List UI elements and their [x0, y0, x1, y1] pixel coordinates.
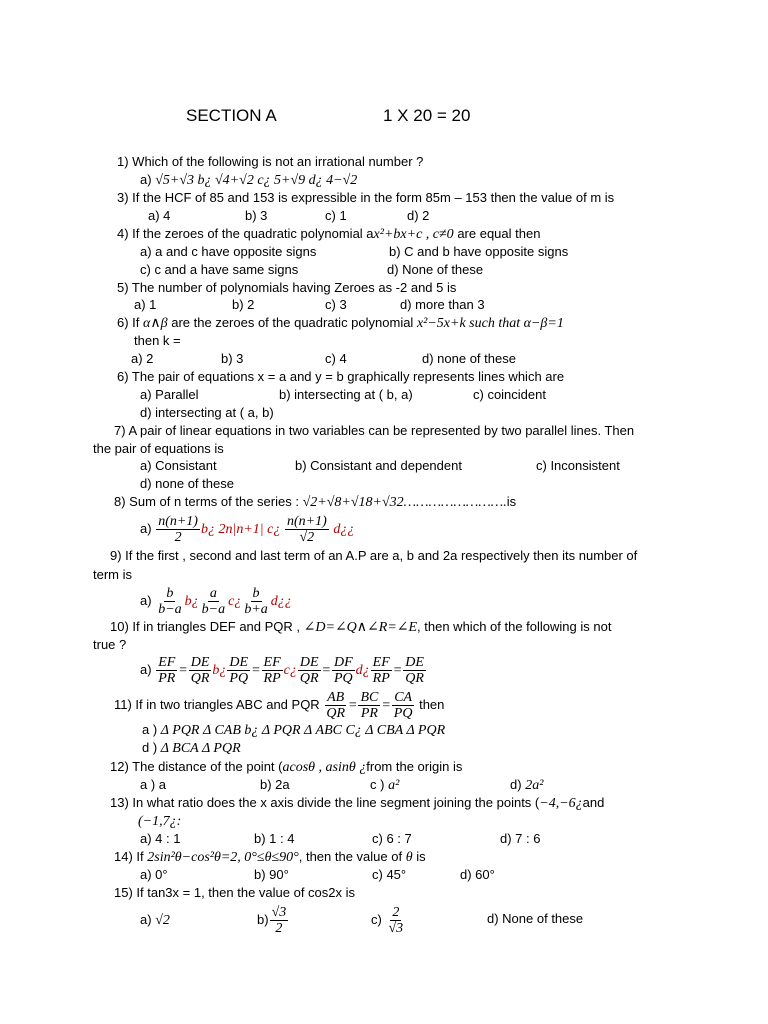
q14-option-a: a) 0° — [140, 867, 168, 882]
q3-option-c: c) 1 — [325, 208, 347, 223]
q7-option-d: d) none of these — [140, 476, 234, 491]
question-4: 4) If the zeroes of the quadratic polynomial ax²+bx+c , c≠0 are equal then — [117, 226, 541, 242]
q3-option-a: a) 4 — [148, 208, 171, 223]
q11-options-row2: d ) Δ BCA Δ PQR — [142, 740, 241, 756]
q6-option-c: c) 4 — [325, 351, 347, 366]
q15-option-a: a) √2 — [140, 912, 170, 928]
marks-heading: 1 X 20 = 20 — [383, 106, 471, 125]
q14-option-b: b) 90° — [254, 867, 289, 882]
q7-option-a: a) Consistant — [140, 458, 217, 473]
question-10-cont: true ? — [93, 637, 127, 652]
q12-option-a: a ) a — [140, 777, 167, 792]
q7-option-c: c) Inconsistent — [536, 458, 620, 473]
question-13-cont: (−1,7¿: — [138, 814, 182, 829]
q6-option-d: d) none of these — [422, 351, 516, 366]
q4-option-d: d) None of these — [387, 262, 484, 277]
q6b-option-a: a) Parallel — [140, 387, 199, 402]
question-5: 5) The number of polynomials having Zeroes as -2 and 5 is — [117, 280, 457, 295]
q7-option-b: b) Consistant and dependent — [295, 458, 462, 473]
q5-option-d: d) more than 3 — [400, 297, 485, 312]
fraction: $\frac{n(n+1)}{2}$ — [158, 514, 198, 546]
question-10: 10) If in triangles DEF and PQR , ∠D=∠Q∧∠R=∠E, then which of the following is not — [110, 619, 612, 635]
question-12: 12) The distance of the point (acosθ , asinθ ¿from the origin is — [110, 759, 463, 775]
question-11: 11) If in two triangles ABC and PQR $\frac{AB}{QR}$ = $\frac{BC}{PR}$ = $\frac{CA}{PQ}$ then — [114, 690, 445, 722]
question-14: 14) If 2sin²θ−cos²θ=2, 0°≤θ≤90°, then the value of θ is — [114, 849, 426, 865]
question-9: 9) If the first , second and last term of an A.P are a, b and 2a respectively then its number of — [110, 548, 638, 563]
question-1-options: a) √5+√3 b¿ √4+√2 c¿ 5+√9 d¿ 4−√2 — [140, 172, 358, 188]
q13-option-a: a) 4 : 1 — [140, 831, 181, 846]
question-6-k: then k = — [134, 333, 181, 348]
question-6b: 6) The pair of equations x = a and y = b graphically represents lines which are — [117, 369, 565, 384]
q6b-option-b: b) intersecting at ( b, a) — [279, 387, 413, 402]
q15-option-d: d) None of these — [487, 911, 584, 926]
question-3: 3) If the HCF of 85 and 153 is expressible in the form 85m – 153 then the value of m is — [117, 190, 615, 205]
q12-option-b: b) 2a — [260, 777, 290, 792]
question-7-cont: the pair of equations is — [93, 441, 224, 456]
q14-option-c: c) 45° — [372, 867, 407, 882]
question-7: 7) A pair of linear equations in two variables can be represented by two parallel lines. Then — [114, 423, 635, 438]
q3-option-b: b) 3 — [245, 208, 268, 223]
q6b-option-d: d) intersecting at ( a, b) — [140, 405, 274, 420]
q12-option-c: c ) a² — [370, 777, 400, 793]
q4-option-b: b) C and b have opposite signs — [389, 244, 569, 259]
section-heading: SECTION A — [186, 106, 277, 125]
q4-option-a: a) a and c have opposite signs — [140, 244, 317, 259]
q13-option-d: d) 7 : 6 — [500, 831, 541, 846]
question-10-options: a) $\frac{EF}{PR}$ = $\frac{DE}{QR}$ b¿ $\frac{DE}{PQ}$ = $\frac{EF}{RP}$ c¿ $\frac{DE}{QR}$ = $\frac{DF}{PQ}$ d¿ $\frac{EF}{RP}$ = $\frac{DE}{QR}$ — [140, 655, 424, 687]
question-9-options: a) $\frac{b}{b-a}$ b¿ $\frac{a}{b-a}$ c¿ $\frac{b}{b+a}$ d¿¿ — [140, 586, 292, 618]
q5-option-b: b) 2 — [232, 297, 255, 312]
q14-option-d: d) 60° — [460, 867, 495, 882]
question-15: 15) If tan3x = 1, then the value of cos2x is — [114, 885, 356, 900]
question-13: 13) In what ratio does the x axis divide the line segment joining the points (−4,−6¿and — [110, 795, 605, 811]
q6b-option-c: c) coincident — [473, 387, 546, 402]
question-8: 8) Sum of n terms of the series : √2+√8+√18+√32…………………….is — [114, 494, 517, 510]
q5-option-c: c) 3 — [325, 297, 347, 312]
q6-option-b: b) 3 — [221, 351, 244, 366]
q6-option-a: a) 2 — [131, 351, 154, 366]
q15-option-b: b) $\frac{√3}{2}$ — [257, 905, 287, 937]
q15-option-c: c) $\frac{2}{√3}$ — [371, 905, 404, 937]
q13-option-c: c) 6 : 7 — [372, 831, 412, 846]
fraction: $\frac{n(n+1)}{√2}$ — [286, 514, 327, 546]
q4-option-c: c) c and a have same signs — [140, 262, 299, 277]
question-8-options: a) $\frac{n(n+1)}{2}$ b¿ 2n|n+1| c¿ $\frac{n(n+1)}{√2}$ d¿¿ — [140, 514, 355, 546]
question-6: 6) If α∧β are the zeroes of the quadratic polynomial x²−5x+k such that α−β=1 — [117, 315, 564, 331]
q12-option-d: d) 2a² — [510, 777, 544, 793]
q5-option-a: a) 1 — [134, 297, 157, 312]
question-9-cont: term is — [93, 567, 132, 582]
q3-option-d: d) 2 — [407, 208, 430, 223]
question-1: 1) Which of the following is not an irrational number ? — [117, 154, 424, 169]
q13-option-b: b) 1 : 4 — [254, 831, 295, 846]
q11-options-row1: a ) Δ PQR Δ CAB b¿ Δ PQR Δ ABC C¿ Δ CBA Δ PQR — [142, 722, 446, 738]
